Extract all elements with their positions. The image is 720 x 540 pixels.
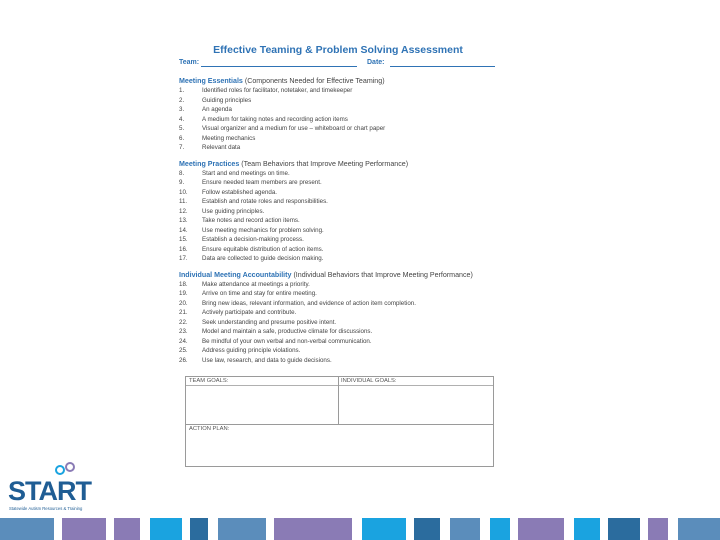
item-text: Ensure equitable distribution of action items. [202, 245, 324, 253]
assessment-document [179, 42, 497, 365]
item-text: Use guiding principles. [202, 207, 265, 215]
item-number: 14. [179, 226, 188, 234]
date-line [390, 66, 495, 67]
list-item [179, 299, 497, 309]
item-number: 4. [179, 115, 185, 123]
item-text: Start and end meetings on time. [202, 169, 290, 177]
footer-block [114, 518, 140, 540]
item-number: 6. [179, 134, 185, 142]
goals-table [185, 376, 494, 467]
item-text: Establish a decision-making process. [202, 236, 304, 243]
item-text: Use law, research, and data to guide decisions. [202, 356, 332, 364]
footer-block [574, 518, 600, 540]
item-number: 8. [179, 169, 185, 177]
list-item [179, 207, 497, 217]
item-number: 20. [179, 299, 188, 307]
item-number: 1. [179, 87, 185, 94]
item-number: 3. [179, 106, 185, 113]
list-item [179, 124, 497, 134]
list-item [179, 280, 497, 290]
footer-block [414, 518, 440, 540]
item-text: Ensure needed team members are present. [202, 179, 322, 186]
sections [179, 76, 497, 365]
list-item [179, 245, 497, 255]
item-number: 18. [179, 280, 188, 288]
footer-block [0, 518, 54, 540]
footer-block [490, 518, 510, 540]
team-label: Team: [179, 59, 200, 66]
team-line [201, 66, 357, 67]
item-number: 24. [179, 337, 188, 345]
item-text: Actively participate and contribute. [202, 309, 297, 316]
item-text: Relevant data [202, 144, 241, 151]
item-number: 5. [179, 125, 185, 132]
item-number: 25. [179, 347, 188, 354]
individual-goals-label: INDIVIDUAL GOALS: [341, 378, 397, 384]
item-number: 23. [179, 328, 188, 335]
footer-block [150, 518, 182, 540]
list-item [179, 235, 497, 245]
list-item [179, 86, 497, 96]
section-heading [179, 270, 497, 280]
list-item [179, 289, 497, 299]
list-item [179, 134, 497, 144]
item-number: 22. [179, 318, 188, 326]
footer-block [518, 518, 564, 540]
list-item [179, 308, 497, 318]
item-text: Data are collected to guide decision making. [202, 255, 324, 262]
item-text: Guiding principles [202, 96, 252, 104]
section-heading [179, 76, 497, 86]
list-item [179, 216, 497, 226]
action-plan-label: ACTION PLAN: [189, 426, 230, 432]
start-logo [8, 462, 94, 514]
section [179, 159, 497, 264]
footer-block [218, 518, 266, 540]
footer-block [678, 518, 720, 540]
section [179, 76, 497, 153]
item-text: A medium for taking notes and recording action items [202, 115, 348, 123]
logo-wordmark: START [8, 476, 91, 506]
item-number: 21. [179, 309, 188, 316]
item-text: Make attendance at meetings a priority. [202, 280, 310, 288]
list-item [179, 356, 497, 366]
item-number: 11. [179, 198, 188, 205]
logo-subtitle: Statewide Autism Resources & Training [9, 506, 83, 511]
list-item [179, 188, 497, 198]
document-title: Effective Teaming & Problem Solving Assessment [213, 44, 463, 56]
item-text: Bring new ideas, relevant information, and evidence of action item completion. [202, 299, 416, 307]
item-text: Address guiding principle violations. [202, 347, 301, 354]
item-number: 2. [179, 96, 185, 104]
item-text: Visual organizer and a medium for use – whiteboard or chart paper [202, 125, 386, 132]
section-heading-subtitle: (Team Behaviors that Improve Meeting Performance) [239, 159, 409, 168]
section-heading-bold: Individual Meeting Accountability [179, 270, 292, 279]
item-number: 13. [179, 217, 188, 224]
section-heading [179, 159, 497, 169]
item-number: 16. [179, 245, 188, 253]
item-number: 17. [179, 255, 188, 262]
list-item [179, 346, 497, 356]
list-item [179, 226, 497, 236]
item-text: Be mindful of your own verbal and non-verbal communication. [202, 337, 372, 345]
footer-block [648, 518, 668, 540]
date-label: Date: [367, 59, 385, 66]
item-number: 26. [179, 356, 188, 364]
item-number: 15. [179, 236, 188, 243]
item-number: 9. [179, 179, 185, 186]
footer-block [608, 518, 640, 540]
item-text: Use meeting mechanics for problem solving. [202, 226, 324, 234]
item-number: 19. [179, 290, 188, 297]
section [179, 270, 497, 366]
list-item [179, 143, 497, 153]
footer-block [362, 518, 406, 540]
goals-header-rule [186, 385, 493, 386]
list-item [179, 318, 497, 328]
list-item [179, 254, 497, 264]
section-heading-subtitle: (Individual Behaviors that Improve Meeting Performance) [291, 270, 473, 279]
item-text: Take notes and record action items. [202, 217, 300, 224]
goals-divider [338, 377, 339, 424]
item-text: An agenda [202, 106, 232, 113]
team-goals-label: TEAM GOALS: [189, 378, 229, 384]
list-item [179, 178, 497, 188]
list-item [179, 197, 497, 207]
list-item [179, 327, 497, 337]
item-number: 12. [179, 207, 188, 215]
footer-block [190, 518, 208, 540]
footer-block [450, 518, 480, 540]
footer-color-bar [0, 518, 720, 540]
list-item [179, 105, 497, 115]
section-heading-bold: Meeting Essentials [179, 77, 243, 85]
item-text: Follow established agenda. [202, 188, 277, 196]
item-text: Establish and rotate roles and responsibilities. [202, 198, 328, 205]
item-text: Arrive on time and stay for entire meeting. [202, 290, 317, 297]
list-item [179, 96, 497, 106]
list-item [179, 115, 497, 125]
item-text: Meeting mechanics [202, 134, 256, 142]
action-plan-divider [186, 424, 493, 425]
team-date-row [179, 58, 497, 70]
list-item [179, 169, 497, 179]
list-item [179, 337, 497, 347]
item-number: 7. [179, 144, 185, 151]
item-text: Identified roles for facilitator, notetaker, and timekeeper [202, 87, 353, 94]
item-text: Model and maintain a safe, productive climate for discussions. [202, 328, 373, 335]
item-text: Seek understanding and presume positive intent. [202, 318, 337, 326]
section-heading-subtitle: (Components Needed for Effective Teaming) [242, 77, 385, 85]
item-number: 10. [179, 188, 188, 196]
section-heading-bold: Meeting Practices [179, 159, 240, 168]
footer-block [62, 518, 106, 540]
footer-block [274, 518, 352, 540]
